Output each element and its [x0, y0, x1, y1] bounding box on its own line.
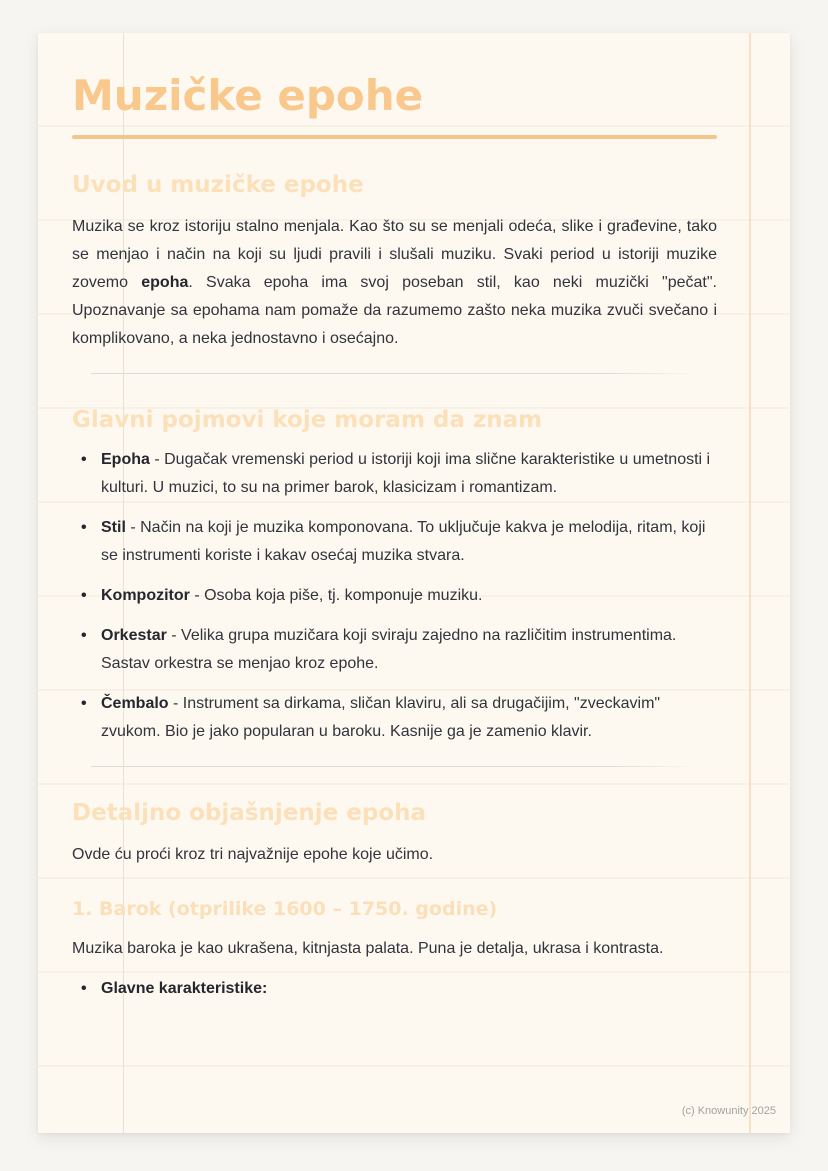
section-divider-1: [91, 373, 736, 374]
term-item-stil: [72, 514, 717, 570]
document-card: [38, 33, 790, 1133]
section-heading-terms: Glavni pojmovi koje moram da znam: [72, 407, 543, 433]
term-description: - Način na koji je muzika komponovana. To uključuje kakva je melodija, ritam, koji se instrumenti koriste i kakav osećaj muzika stvara.: [101, 519, 706, 564]
characteristics-item: [72, 975, 717, 1003]
term-description: - Velika grupa muzičara koji sviraju zajedno na različitim instrumentima. Sastav orkestra se menjao kroz epohe.: [101, 627, 677, 672]
title-divider: [72, 135, 717, 139]
intro-paragraph: [72, 213, 717, 353]
term-description: - Dugačak vremenski period u istoriji koji ima slične karakteristike u umetnosti i kulturi. U muzici, to su na primer barok, klasicizam i romantizam.: [101, 451, 711, 496]
subsection-heading-barok: 1. Barok (otprilike 1600 – 1750. godine): [72, 898, 498, 920]
section-heading-intro: Uvod u muzičke epohe: [72, 172, 364, 198]
term-item-orkestar: [72, 622, 717, 678]
term-name: Orkestar: [101, 627, 167, 644]
term-name: Epoha: [101, 451, 150, 468]
footer-credit: (c) Knowunity 2025: [681, 1105, 776, 1117]
intro-paragraph-bold: epoha: [141, 274, 189, 291]
intro-paragraph-after: . Svaka epoha ima svoj poseban stil, kao neki muzički "pečat". Upoznavanje sa epohama nam pomaže da razumemo zašto neka muzika zvuči svečano i komplikovano, a neka jednostavno i osećajno.: [72, 274, 718, 347]
document-content: [38, 33, 790, 1003]
term-item-epoha: [72, 446, 717, 502]
term-description: - Osoba koja piše, tj. komponuje muziku.: [194, 587, 483, 604]
term-item-kompozitor: [72, 582, 717, 610]
terms-list: [72, 446, 717, 746]
term-name: Stil: [101, 519, 126, 536]
barok-paragraph: Muzika baroka je kao ukrašena, kitnjasta palata. Puna je detalja, ukrasa i kontrasta.: [72, 940, 664, 957]
barok-characteristics-list: [72, 975, 717, 1003]
detail-lead: Ovde ću proći kroz tri najvažnije epohe koje učimo.: [72, 846, 434, 863]
term-name: Čembalo: [101, 695, 169, 712]
term-description: - Instrument sa dirkama, sličan klaviru, ali sa drugačijim, "zveckavim" zvukom. Bio je jako popularan u baroku. Kasnije ga je zamenio klavir.: [101, 695, 661, 740]
section-heading-detail: Detaljno objašnjenje epoha: [72, 800, 426, 826]
intro-paragraph-before: Muzika se kroz istoriju stalno menjala. Kao što su se menjali odeća, slike i građevine, tako se menjao i način na koji su ljudi pravili i slušali muziku. Svaki period u istoriji muzike zovemo: [72, 218, 717, 291]
term-item-cembalo: [72, 690, 717, 746]
characteristics-label: Glavne karakteristike:: [101, 980, 268, 997]
term-name: Kompozitor: [101, 587, 190, 604]
section-divider-2: [91, 766, 736, 767]
page-title: Muzičke epohe: [72, 71, 424, 120]
